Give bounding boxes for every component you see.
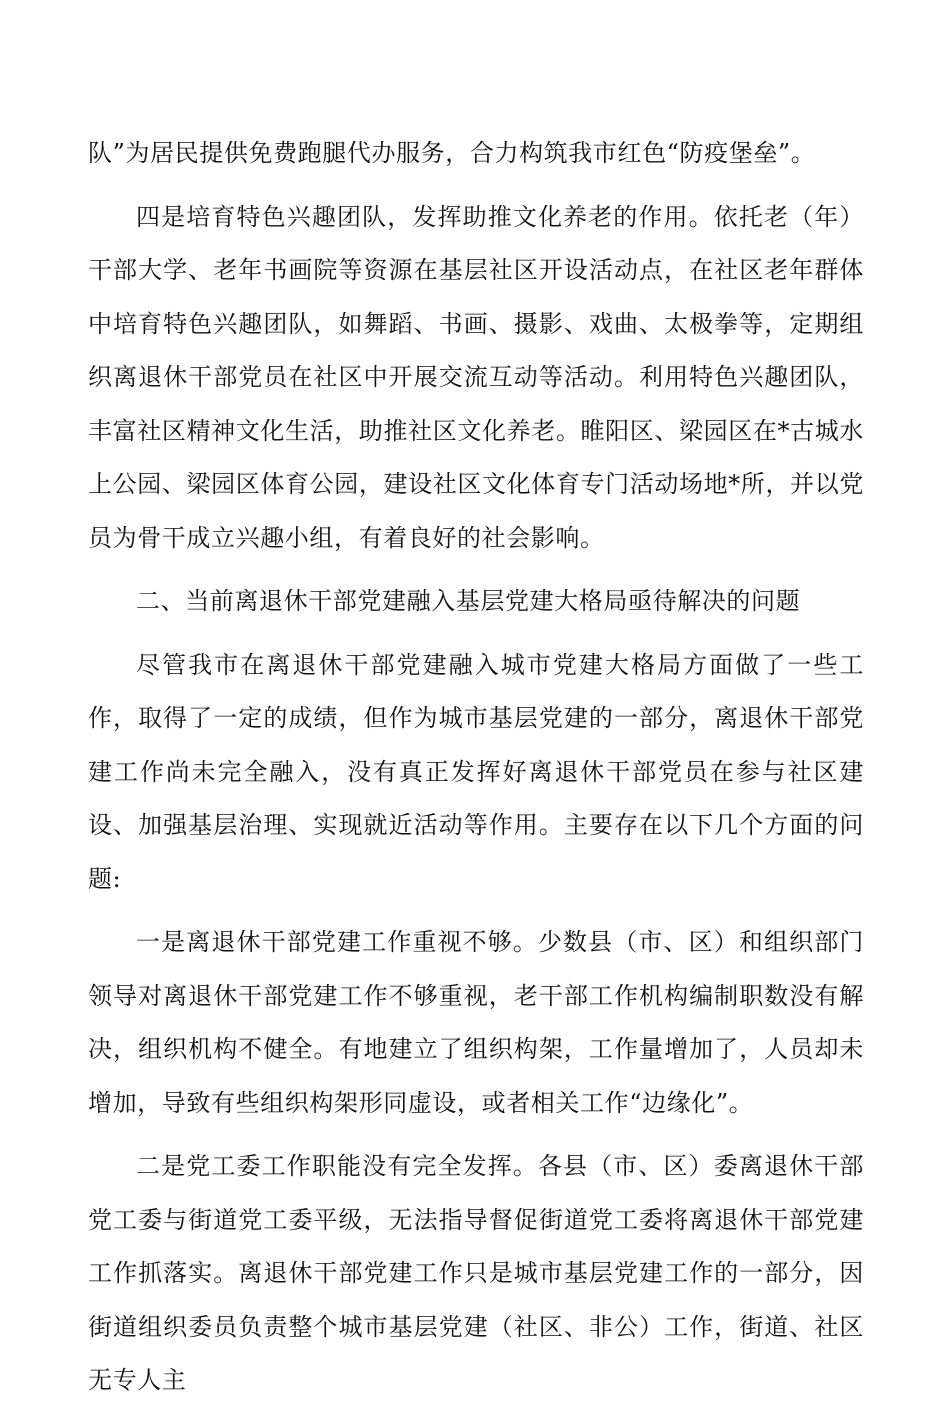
document-page	[88, 127, 864, 1408]
paragraph-problems-intro: 尽管我市在离退休干部党建融入城市党建大格局方面做了一些工作，取得了一定的成绩，但作为城市基层党建的一部分，离退休干部党建工作尚未完全融入，没有真正发挥好离退休干部党员在参与社区建设、加强基层治理、实现就近活动等作用。主要存在以下几个方面的问题:	[88, 650, 864, 893]
section-heading-problems: 二、当前离退休干部党建融入基层党建大格局亟待解决的问题	[136, 587, 801, 615]
paragraph-problem-one: 一是离退休干部党建工作重视不够。少数县（市、区）和组织部门领导对离退休干部党建工作不够重视，老干部工作机构编制职数没有解决，组织机构不健全。有地建立了组织构架，工作量增加了，人员却未增加，导致有些组织构架形同虚设，或者相关工作“边缘化”。	[88, 928, 864, 1117]
paragraph-cultural-teams: 四是培育特色兴趣团队，发挥助推文化养老的作用。依托老（年）干部大学、老年书画院等资源在基层社区开设活动点，在社区老年群体中培育特色兴趣团队，如舞蹈、书画、摄影、戏曲、太极拳等，定期组织离退休干部党员在社区中开展交流互动等活动。利用特色兴趣团队，丰富社区精神文化生活，助推社区文化养老。睢阳区、梁园区在*古城水上公园、梁园区体育公园，建设社区文化体育专门活动场地*所，并以党员为骨干成立兴趣小组，有着良好的社会影响。	[88, 202, 864, 552]
paragraph-problem-two: 二是党工委工作职能没有完全发挥。各县（市、区）委离退休干部党工委与街道党工委平级，无法指导督促街道党工委将离退休干部党建工作抓落实。离退休干部党建工作只是城市基层党建工作的一部分，因街道组织委员负责整个城市基层党建（社区、非公）工作，街道、社区无专人主	[88, 1152, 864, 1394]
paragraph-continuation: 队”为居民提供免费跑腿代办服务，合力构筑我市红色“防疫堡垒”。	[88, 139, 816, 167]
